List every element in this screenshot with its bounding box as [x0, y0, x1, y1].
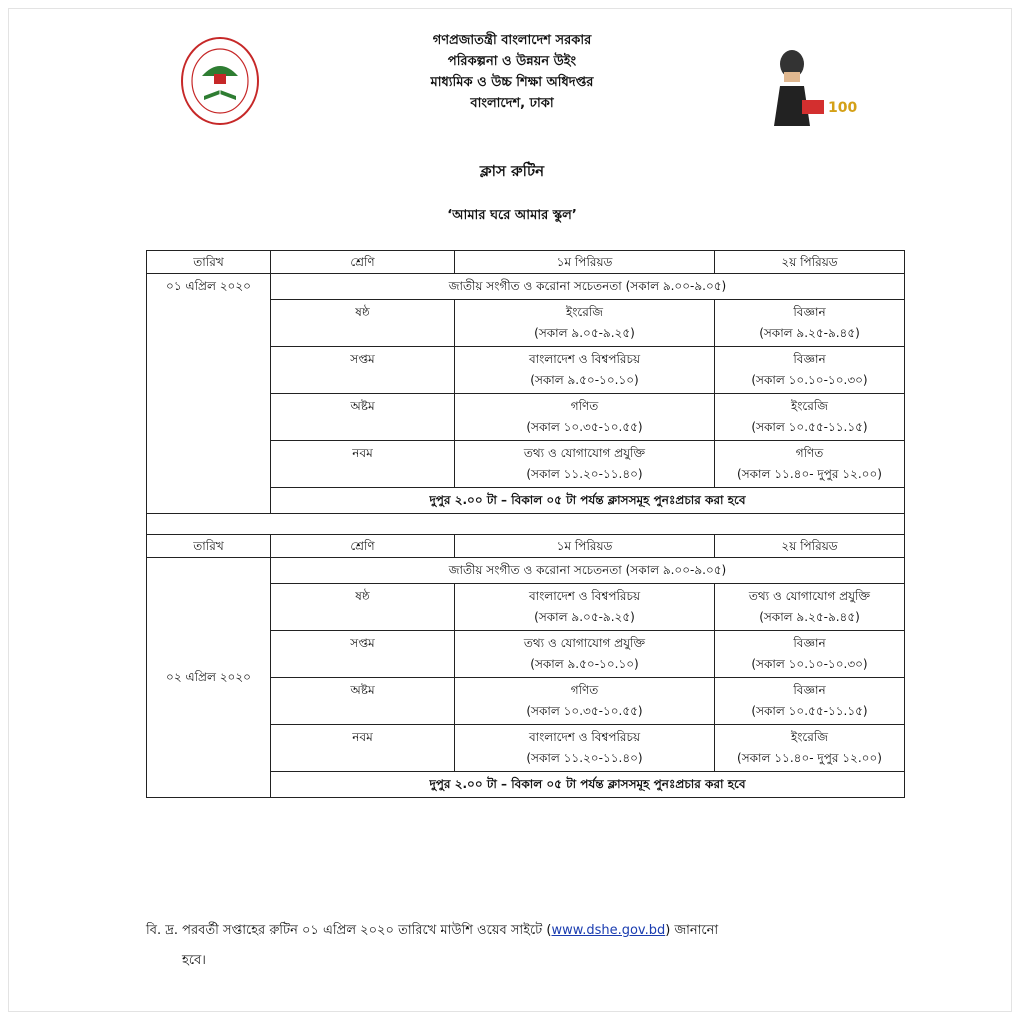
dshe-seal-icon: [180, 36, 260, 126]
period1-cell: [455, 725, 715, 772]
header-line-location: বাংলাদেশ, ঢাকা: [470, 96, 554, 111]
date-cell: ০১ এপ্রিল ২০২০: [147, 274, 271, 514]
time: (সকাল ৯.২৫-৯.৪৫): [759, 326, 860, 340]
col-header-period2: ২য় পিরিয়ড: [715, 535, 905, 558]
subject: গণিত: [570, 399, 599, 413]
subject: গণিত: [570, 683, 599, 697]
col-header-period1: ১ম পিরিয়ড: [455, 535, 715, 558]
subject: বাংলাদেশ ও বিশ্বপরিচয়: [528, 730, 641, 744]
col-header-date: তারিখ: [147, 535, 271, 558]
class-cell: ষষ্ঠ: [271, 300, 455, 347]
class-cell: সপ্তম: [271, 631, 455, 678]
rebroadcast-cell: দুপুর ২.০০ টা – বিকাল ০৫ টা পর্যন্ত ক্লাসসমূহ পুনঃপ্রচার করা হবে: [271, 488, 905, 514]
col-header-class: শ্রেণি: [271, 251, 455, 274]
header-line-wing: পরিকল্পনা ও উন্নয়ন উইং: [447, 54, 577, 69]
time: (সকাল ৯.০৫-৯.২৫): [534, 610, 635, 624]
routine-table: [146, 250, 905, 798]
table-header-row: [147, 251, 905, 274]
col-header-date: তারিখ: [147, 251, 271, 274]
period1-cell: [455, 347, 715, 394]
period2-cell: [715, 584, 905, 631]
subject: ইংরেজি: [791, 730, 828, 744]
subject: ইংরেজি: [566, 305, 603, 319]
period2-cell: [715, 300, 905, 347]
period2-cell: [715, 631, 905, 678]
class-cell: অষ্টম: [271, 678, 455, 725]
time: (সকাল ১১.২০-১১.৪০): [526, 751, 643, 765]
time: (সকাল ৯.০৫-৯.২৫): [534, 326, 635, 340]
subject: গণিত: [795, 446, 824, 460]
header-line-government: গণপ্রজাতন্ত্রী বাংলাদেশ সরকার: [432, 33, 592, 48]
time: (সকাল ১১.৪০- দুপুর ১২.০০): [737, 467, 882, 481]
time: (সকাল ১০.১০-১০.৩০): [751, 373, 868, 387]
svg-text:100: 100: [828, 100, 858, 116]
subject: বিজ্ঞান: [793, 636, 826, 650]
rebroadcast-cell: দুপুর ২.০০ টা – বিকাল ০৫ টা পর্যন্ত ক্লাসসমূহ পুনঃপ্রচার করা হবে: [271, 772, 905, 798]
table-header-row: [147, 535, 905, 558]
class-cell: ষষ্ঠ: [271, 584, 455, 631]
subject: বাংলাদেশ ও বিশ্বপরিচয়: [528, 352, 641, 366]
subject: তথ্য ও যোগাযোগ প্রযুক্তি: [523, 446, 646, 460]
doc-subtitle: ‘আমার ঘরে আমার স্কুল’: [447, 208, 577, 223]
spacer-row: [147, 514, 905, 535]
period2-cell: [715, 725, 905, 772]
anthem-cell: জাতীয় সংগীত ও করোনা সচেতনতা (সকাল ৯.০০-৯.০৫): [271, 558, 905, 584]
col-header-class: শ্রেণি: [271, 535, 455, 558]
footnote-prefix: বি. দ্র. পরবর্তী সপ্তাহের রুটিন ০১ এপ্রিল ২০২০ তারিখে মাউশি ওয়েব সাইটে (: [146, 923, 552, 938]
class-cell: নবম: [271, 725, 455, 772]
spacer-cell: [147, 514, 905, 535]
header-block: [362, 30, 662, 114]
time: (সকাল ১০.৩৫-১০.৫৫): [526, 704, 643, 718]
class-cell: নবম: [271, 441, 455, 488]
subject: বিজ্ঞান: [793, 305, 826, 319]
time: (সকাল ১০.১০-১০.৩০): [751, 657, 868, 671]
footnote-suffix: ) জানানো: [665, 923, 719, 938]
mujib-borsho-100-icon: [766, 42, 862, 126]
col-header-period1: ১ম পিরিয়ড: [455, 251, 715, 274]
footnote-line2: হবে।: [182, 953, 206, 968]
class-cell: অষ্টম: [271, 394, 455, 441]
table-row: [147, 274, 905, 300]
period1-cell: [455, 300, 715, 347]
col-header-period2: ২য় পিরিয়ড: [715, 251, 905, 274]
date-cell: ০২ এপ্রিল ২০২০: [147, 558, 271, 798]
subject: বিজ্ঞান: [793, 352, 826, 366]
subject: বিজ্ঞান: [793, 683, 826, 697]
dshe-website-link[interactable]: www.dshe.gov.bd: [551, 923, 666, 938]
subject: তথ্য ও যোগাযোগ প্রযুক্তি: [523, 636, 646, 650]
time: (সকাল ১০.৫৫-১১.১৫): [751, 420, 868, 434]
period1-cell: [455, 584, 715, 631]
table-row: [147, 558, 905, 584]
anthem-cell: জাতীয় সংগীত ও করোনা সচেতনতা (সকাল ৯.০০-৯.০৫): [271, 274, 905, 300]
period2-cell: [715, 678, 905, 725]
doc-title: ক্লাস রুটিন: [479, 162, 545, 180]
time: (সকাল ১১.৪০- দুপুর ১২.০০): [737, 751, 882, 765]
period2-cell: [715, 347, 905, 394]
subject: বাংলাদেশ ও বিশ্বপরিচয়: [528, 589, 641, 603]
time: (সকাল ৯.৫০-১০.১০): [530, 373, 639, 387]
period2-cell: [715, 394, 905, 441]
period1-cell: [455, 441, 715, 488]
subject: ইংরেজি: [791, 399, 828, 413]
subject: তথ্য ও যোগাযোগ প্রযুক্তি: [748, 589, 871, 603]
header-line-directorate: মাধ্যমিক ও উচ্চ শিক্ষা অধিদপ্তর: [430, 75, 594, 90]
period1-cell: [455, 394, 715, 441]
class-cell: সপ্তম: [271, 347, 455, 394]
time: (সকাল ১০.৩৫-১০.৫৫): [526, 420, 643, 434]
footnote: [146, 916, 866, 976]
period2-cell: [715, 441, 905, 488]
period1-cell: [455, 678, 715, 725]
time: (সকাল ১১.২০-১১.৪০): [526, 467, 643, 481]
time: (সকাল ১০.৫৫-১১.১৫): [751, 704, 868, 718]
period1-cell: [455, 631, 715, 678]
time: (সকাল ৯.৫০-১০.১০): [530, 657, 639, 671]
time: (সকাল ৯.২৫-৯.৪৫): [759, 610, 860, 624]
